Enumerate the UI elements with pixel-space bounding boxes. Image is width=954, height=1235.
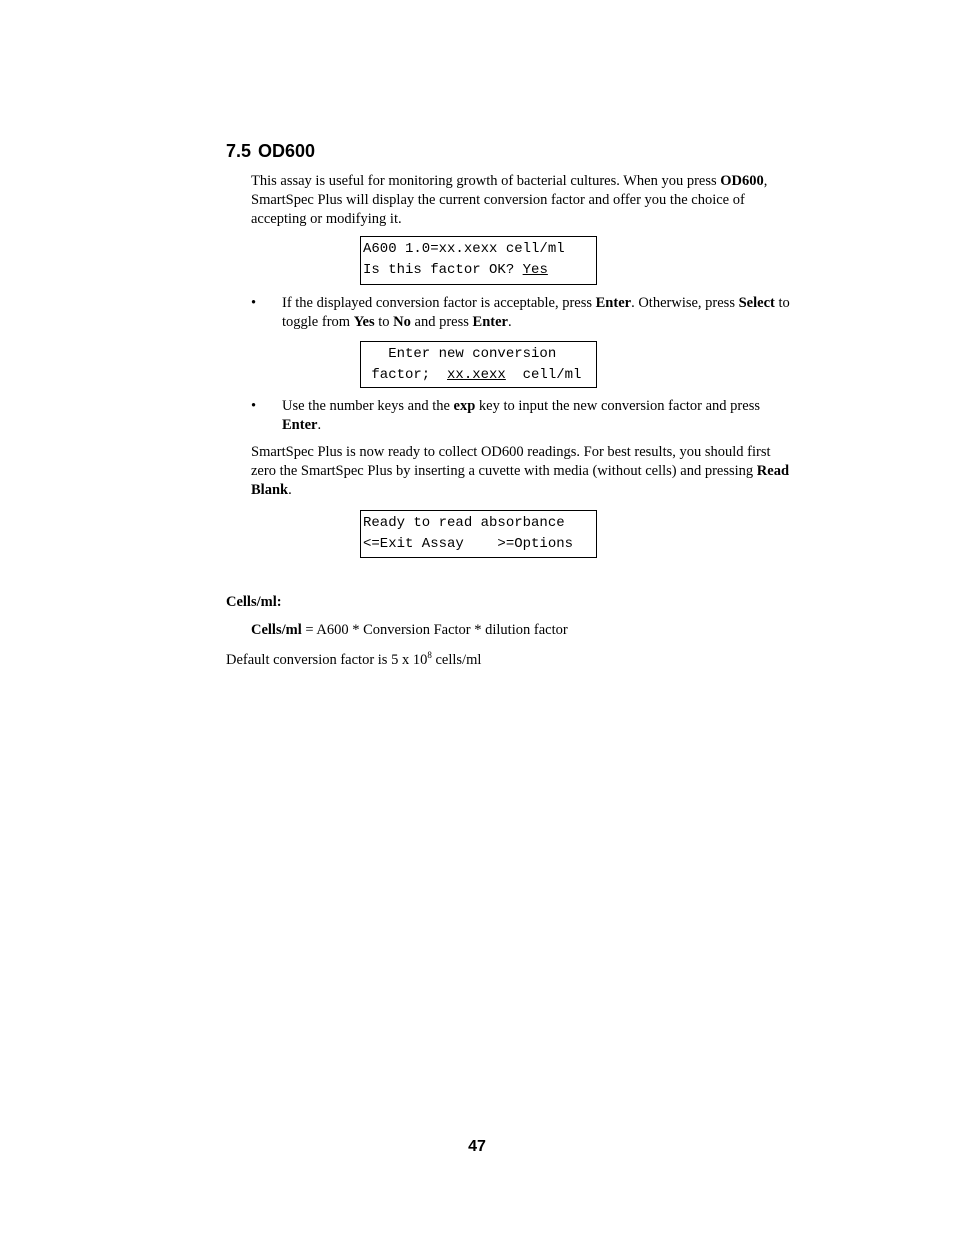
- lcd-line: Ready to read absorbance: [363, 515, 565, 531]
- lcd-text: Is this factor OK?: [363, 262, 523, 278]
- lcd-line: [363, 365, 596, 386]
- lcd-input-value: xx.xexx: [447, 367, 506, 383]
- bullet-icon: •: [251, 295, 257, 311]
- formula-term: Cells/ml: [251, 622, 302, 638]
- lcd-selected-option: Yes: [522, 262, 548, 278]
- lcd-display-factor: [360, 236, 597, 285]
- read-blank-key: Read Blank: [251, 463, 790, 498]
- cells-heading: Cells/ml:: [226, 594, 282, 610]
- section-title: OD600: [258, 141, 316, 161]
- lcd-line: [363, 260, 596, 281]
- lcd-display-new-factor: [360, 341, 597, 388]
- ready-text-2: .: [288, 482, 292, 498]
- section-heading: [226, 141, 315, 162]
- lcd-text: factor;: [363, 367, 448, 383]
- lcd-line: <=Exit Assay >=Options: [363, 536, 574, 552]
- ready-paragraph: [251, 443, 791, 500]
- default-factor-line: [226, 650, 481, 669]
- page-number: 47: [468, 1138, 486, 1155]
- intro-paragraph: [251, 172, 791, 229]
- lcd-line: A600 1.0=xx.xexx cell/ml: [363, 241, 565, 257]
- bullet-text: If the displayed conversion factor is acceptable, press Enter. Otherwise, press Select to toggle from Yes to No and press Enter.: [282, 295, 790, 330]
- lcd-display-ready: [360, 510, 597, 558]
- lcd-line: Enter new conversion: [363, 346, 557, 362]
- intro-text-2: , SmartSpec Plus will display the current conversion factor and offer you the choice of accepting or modifying it.: [251, 173, 768, 227]
- section-number: 7.5: [226, 141, 252, 161]
- intro-text-1: This assay is useful for monitoring growth of bacterial cultures. When you press: [251, 173, 721, 189]
- cells-formula: [251, 622, 568, 639]
- exponent: 8: [427, 650, 432, 660]
- bullet-item: [251, 397, 791, 437]
- bullet-icon: •: [251, 398, 257, 414]
- intro-od600-key: OD600: [720, 173, 764, 189]
- default-unit: cells/ml: [431, 652, 482, 668]
- bullet-item: [251, 294, 791, 334]
- lcd-text: cell/ml: [505, 367, 582, 383]
- bullet-text: Use the number keys and the exp key to input the new conversion factor and press Enter.: [282, 398, 760, 433]
- default-text: Default conversion factor is 5 x 10: [226, 652, 428, 668]
- ready-text-1: SmartSpec Plus is now ready to collect OD600 readings. For best results, you should first zero the SmartSpec Plus by inserting a cuvette with media (without cells) and pressing: [251, 444, 771, 479]
- formula-rest: = A600 * Conversion Factor * dilution factor: [301, 622, 568, 638]
